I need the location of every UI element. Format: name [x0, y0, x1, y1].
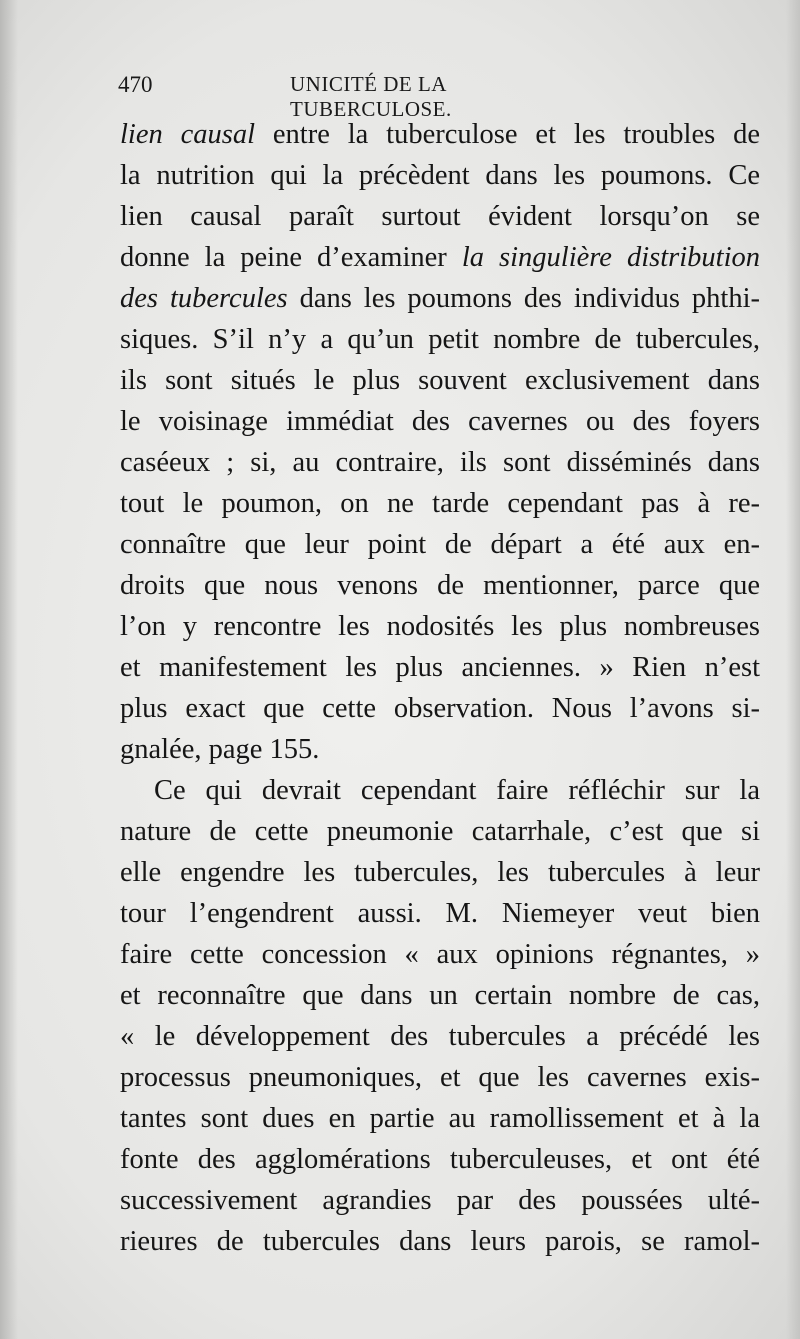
text-line: nature de cette pneumonie catarrhale, c’est que si	[120, 816, 760, 847]
text-line: et manifestement les plus anciennes. » Rien n’est	[120, 652, 760, 683]
text-line: la nutrition qui la précèdent dans les poumons. Ce	[120, 160, 760, 191]
edge-shadow	[786, 0, 800, 1339]
text-line: Ce qui devrait cependant faire réfléchir sur la	[154, 775, 760, 806]
text-line: « le développement des tubercules a précédé les	[120, 1021, 760, 1052]
page-number: 470	[118, 72, 153, 97]
text-span: entre la tuberculose et les troubles de	[255, 119, 760, 150]
text-line: l’on y rencontre les nodosités les plus nombreuses	[120, 611, 760, 642]
text-line: rieures de tubercules dans leurs parois, se ramol-	[120, 1226, 760, 1257]
text-line: gnalée, page 155.	[120, 734, 320, 765]
text-line	[120, 279, 760, 319]
text-line: faire cette concession « aux opinions régnantes, »	[120, 939, 760, 970]
text-span: donne la peine d’examiner	[120, 242, 462, 273]
text-line: et reconnaître que dans un certain nombre de cas,	[120, 980, 760, 1011]
text-line: lien causal paraît surtout évident lorsqu’on se	[120, 201, 760, 232]
text-line: connaître que leur point de départ a été aux en-	[120, 529, 760, 560]
text-line: caséeux ; si, au contraire, ils sont disséminés dans	[120, 447, 760, 478]
text-line: tout le poumon, on ne tarde cependant pas à re-	[120, 488, 760, 519]
text-line: droits que nous venons de mentionner, parce que	[120, 570, 760, 601]
text-line: fonte des agglomérations tuberculeuses, et ont été	[120, 1144, 760, 1175]
text-line: tantes sont dues en partie au ramollissement et à la	[120, 1103, 760, 1134]
emphasis: la singulière distribution	[461, 242, 761, 273]
text-line: ils sont situés le plus souvent exclusivement dans	[120, 365, 760, 396]
emphasis: lien causal	[120, 119, 256, 150]
text-line: elle engendre les tubercules, les tubercules à leur	[120, 857, 760, 888]
text-line: successivement agrandies par des poussées ulté-	[120, 1185, 760, 1216]
binding-shadow	[0, 0, 18, 1339]
text-line: siques. S’il n’y a qu’un petit nombre de tubercules,	[120, 324, 760, 355]
text-line: processus pneumoniques, et que les cavernes exis-	[120, 1062, 760, 1093]
running-title: UNICITÉ DE LA TUBERCULOSE.	[290, 72, 452, 121]
text-span: dans les poumons des individus phthi-	[287, 283, 760, 314]
text-line: plus exact que cette observation. Nous l’avons si-	[120, 693, 760, 724]
text-line	[120, 115, 760, 155]
text-line: tour l’engendrent aussi. M. Niemeyer veut bien	[120, 898, 760, 929]
page-header	[118, 68, 598, 121]
text-line	[120, 238, 760, 278]
text-line: le voisinage immédiat des cavernes ou des foyers	[120, 406, 760, 437]
emphasis: des tubercules	[120, 283, 288, 314]
